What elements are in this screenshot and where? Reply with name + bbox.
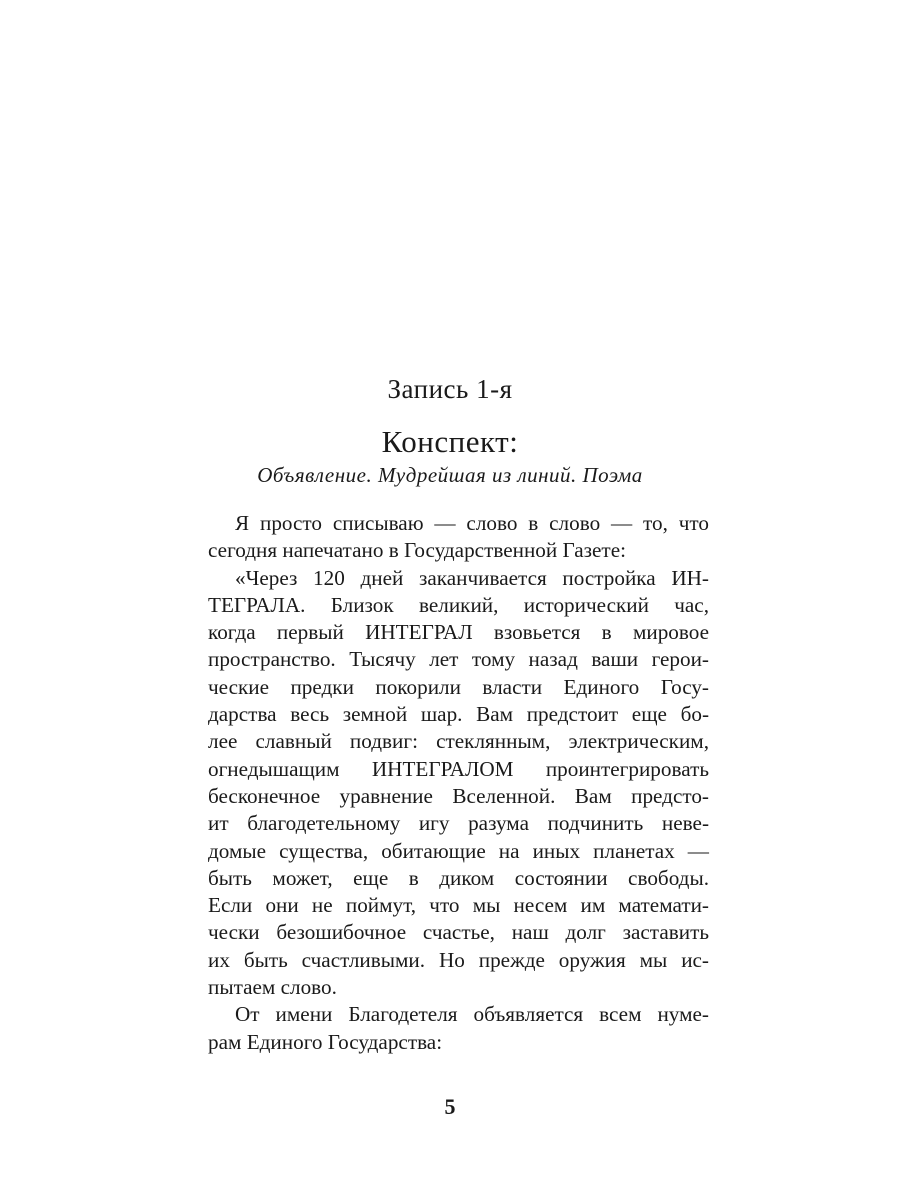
paragraph [181, 1001, 709, 1056]
text-line: сегодня напечатано в Государственной Газете: [208, 538, 626, 563]
text-line: Я просто списываю — слово в слово — то, что [235, 511, 709, 535]
body-text [181, 510, 709, 1056]
text-line: пространство. Тысячу лет тому назад ваши герои- [208, 647, 709, 672]
text-line: дарства весь земной шар. Вам предстоит еще бо- [208, 702, 709, 727]
chapter-number: Запись 1-я [387, 374, 513, 404]
text-line: ТЕГРАЛА. Близок великий, исторический час, [208, 592, 709, 617]
paragraph [181, 565, 709, 1002]
text-line: Если они не поймут, что мы несем им математи- [208, 893, 709, 918]
text-line: когда первый ИНТЕГРАЛ взовьется в мировое [208, 620, 709, 645]
page-number: 5 [444, 1094, 456, 1119]
text-line: лее славный подвиг: стеклянным, электрическим, [208, 729, 709, 754]
text-line: быть может, еще в диком состоянии свободы. [208, 865, 709, 890]
text-line: «Через 120 дней заканчивается постройка ИН- [235, 565, 709, 590]
synopsis-text: Объявление. Мудрейшая из линий. Поэма [257, 463, 643, 487]
text-line: домые существа, обитающие на иных планетах — [208, 838, 709, 863]
text-line: рам Единого Государства: [208, 1029, 443, 1054]
text-line: От имени Благодетеля объявляется всем нуме- [235, 1002, 709, 1027]
text-line: ит благодетельному игу разума подчинить неве- [208, 811, 709, 836]
text-line: пытаем слово. [208, 975, 337, 1000]
text-line: чески безошибочное счастье, наш долг заставить [208, 920, 709, 945]
text-line: огнедышащим ИНТЕГРАЛОМ проинтегрировать [208, 756, 709, 781]
synopsis-label: Конспект: [381, 424, 519, 459]
text-line: их быть счастливыми. Но прежде оружия мы ис- [208, 947, 709, 972]
text-line: ческие предки покорили власти Единого Госу- [208, 674, 709, 699]
paragraph [181, 510, 709, 565]
text-line: бесконечное уравнение Вселенной. Вам предсто- [208, 783, 709, 808]
